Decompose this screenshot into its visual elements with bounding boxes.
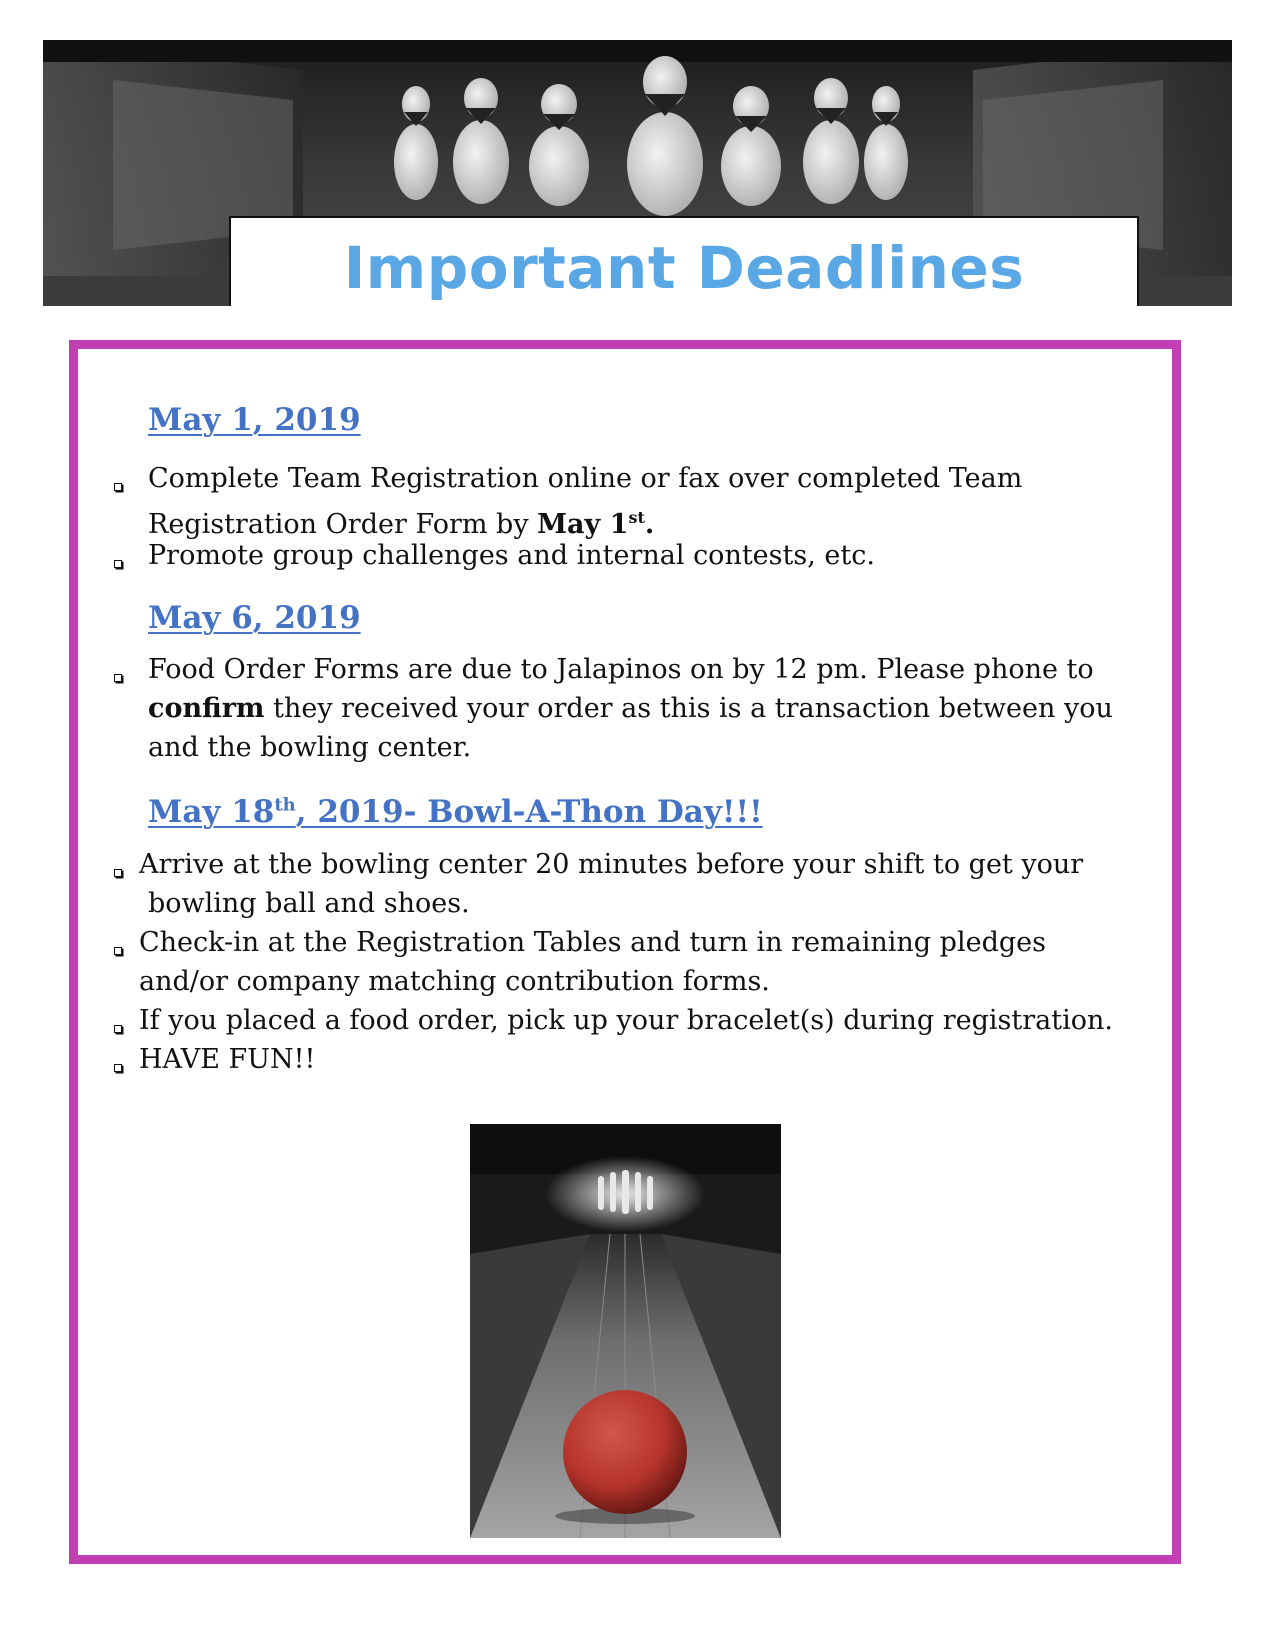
list-item: Check-in at the Registration Tables and turn in remaining pledges and/or company matching contribution forms. bbox=[139, 927, 1046, 997]
list-item: Promote group challenges and internal contests, etc. bbox=[148, 540, 875, 571]
bullet-icon bbox=[114, 674, 122, 682]
bullet-icon bbox=[114, 560, 122, 568]
bullet-icon bbox=[114, 869, 122, 877]
bullet-icon bbox=[114, 947, 122, 955]
list-item: Arrive at the bowling center 20 minutes before your shift to get your bowling ball and shoes. bbox=[139, 849, 1084, 919]
bullet-icon bbox=[114, 483, 122, 491]
bowling-ball-image bbox=[470, 1124, 781, 1538]
header-banner bbox=[43, 40, 1232, 306]
page-title: Important Deadlines bbox=[343, 234, 1025, 302]
list-item: Food Order Forms are due to Jalapinos on by 12 pm. Please phone to confirm they received your order as this is a transaction between you and the bowling center. bbox=[148, 654, 1113, 763]
section-heading-bowl-a-thon: May 18th, 2019- Bowl-A-Thon Day!!! bbox=[148, 794, 763, 830]
bowling-ball-photo bbox=[470, 1124, 781, 1538]
bullet-icon bbox=[114, 1064, 122, 1072]
list-item: Complete Team Registration online or fax over completed Team Registration Order Form by May 1st. bbox=[148, 463, 1023, 540]
section-heading-may-6: May 6, 2019 bbox=[148, 600, 361, 636]
list-item: If you placed a food order, pick up your bracelet(s) during registration. bbox=[139, 1005, 1113, 1036]
list-item: HAVE FUN!! bbox=[139, 1044, 316, 1075]
section-heading-may-1: May 1, 2019 bbox=[148, 402, 361, 438]
bullet-icon bbox=[114, 1025, 122, 1033]
title-box bbox=[229, 216, 1139, 306]
